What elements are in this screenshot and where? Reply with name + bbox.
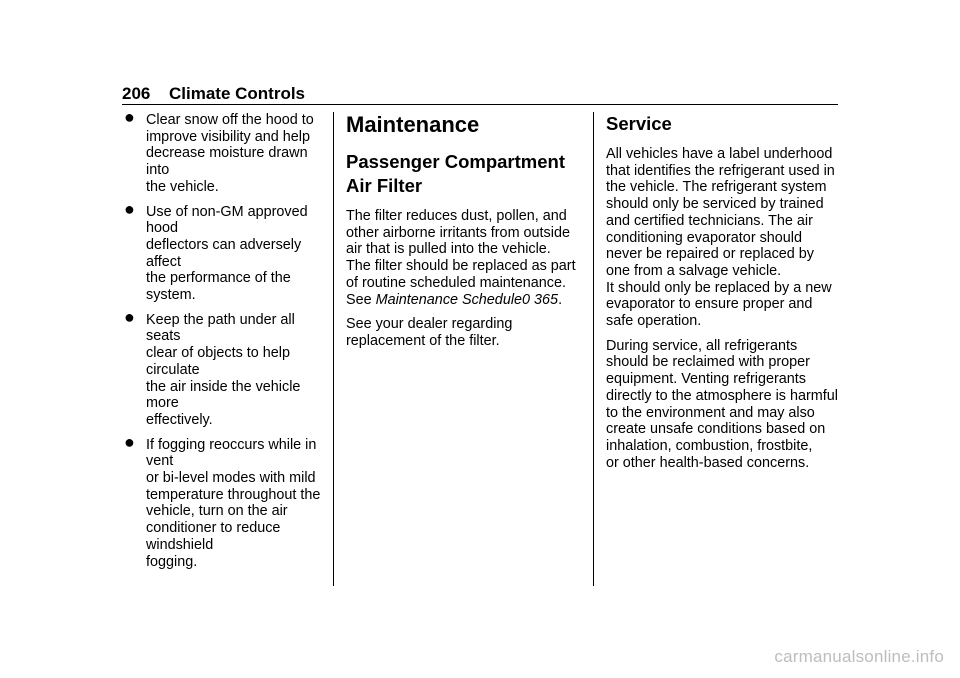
paragraph-line: conditioning evaporator should xyxy=(606,229,803,246)
column-divider-1 xyxy=(333,112,334,586)
see-text: See xyxy=(346,291,376,308)
paragraph-line: that identifies the refrigerant used in xyxy=(606,162,835,179)
bullet-line: deflectors can adversely affect xyxy=(146,236,302,270)
service-heading: Service xyxy=(606,113,672,134)
bullet-line: fogging. xyxy=(146,553,198,570)
paragraph-line: directly to the atmosphere is harmful xyxy=(606,387,838,404)
period: . xyxy=(558,291,563,308)
page-ref-number: 365 xyxy=(534,291,559,308)
paragraph-line: inhalation, combustion, frostbite, xyxy=(606,437,813,454)
bullet-icon: ● xyxy=(124,431,135,452)
bullet-line: Keep the path under all seats xyxy=(146,311,295,345)
paragraph-line: one from a salvage vehicle. xyxy=(606,262,782,279)
bullet-item xyxy=(122,431,322,571)
column-divider-2 xyxy=(593,112,594,586)
maintenance-heading: Maintenance xyxy=(346,112,480,137)
bullet-icon: ● xyxy=(124,107,135,127)
paragraph-line: the vehicle. The refrigerant system xyxy=(606,179,827,196)
column-bullets xyxy=(122,107,322,578)
bullet-line: the air inside the vehicle more xyxy=(146,378,301,412)
bullet-icon: ● xyxy=(124,306,135,327)
paragraph-line: and certified technicians. The air xyxy=(606,212,813,229)
paragraph-line xyxy=(346,292,582,309)
bullet-line: If fogging reoccurs while in vent xyxy=(146,436,317,470)
bullet-line: the vehicle. xyxy=(146,178,219,195)
air-filter-paragraph xyxy=(346,208,582,308)
service-paragraph-1 xyxy=(606,146,842,330)
bullet-item xyxy=(122,107,322,196)
bullet-line: effectively. xyxy=(146,411,213,428)
bullet-item xyxy=(122,198,322,304)
bullet-line: clear of objects to help circulate xyxy=(146,345,290,378)
paragraph-line: During service, all refrigerants xyxy=(606,337,798,354)
paragraph-line: of routine scheduled maintenance. xyxy=(346,274,567,291)
dealer-paragraph xyxy=(346,316,582,349)
paragraph-line: to the environment and may also xyxy=(606,404,815,421)
paragraph-line: should only be serviced by trained xyxy=(606,196,824,213)
column-maintenance xyxy=(346,112,582,358)
page-header xyxy=(122,82,838,105)
section-title: Climate Controls xyxy=(169,84,306,103)
paragraph-line: safe operation. xyxy=(606,313,702,330)
bullet-line: Use of non-GM approved hood xyxy=(146,203,308,237)
bullet-line: temperature throughout the xyxy=(146,486,321,503)
paragraph-line: equipment. Venting refrigerants xyxy=(606,371,806,388)
bullet-line: improve visibility and help xyxy=(146,128,310,145)
paragraph-line: replacement of the filter. xyxy=(346,332,500,349)
bullet-icon: ● xyxy=(124,198,135,219)
paragraph-line: The filter reduces dust, pollen, and xyxy=(346,208,567,224)
paragraph-line: evaporator to ensure proper and xyxy=(606,296,813,313)
paragraph-line: never be repaired or replaced by xyxy=(606,246,814,263)
service-paragraph-2 xyxy=(606,338,842,472)
paragraph-line: should be reclaimed with proper xyxy=(606,354,810,371)
watermark: carmanualsonline.info xyxy=(774,647,944,666)
paragraph-line: It should only be replaced by a new xyxy=(606,279,832,296)
bullet-item xyxy=(122,306,322,429)
paragraph-line: All vehicles have a label underhood xyxy=(606,146,833,162)
air-filter-heading: Passenger Compartment Air Filter xyxy=(346,151,565,196)
bullet-line: decrease moisture drawn into xyxy=(146,145,308,179)
bullet-line: vehicle, turn on the air xyxy=(146,503,288,520)
page-number: 206 xyxy=(122,84,151,103)
paragraph-line: create unsafe conditions based on xyxy=(606,421,826,438)
paragraph-line: or other health-based concerns. xyxy=(606,454,810,471)
paragraph-line: other airborne irritants from outside xyxy=(346,224,570,241)
bullet-line: conditioner to reduce windshield xyxy=(146,520,281,553)
bullet-line: Clear snow off the hood to xyxy=(146,112,314,128)
paragraph-line: See your dealer regarding xyxy=(346,316,513,333)
paragraph-line: air that is pulled into the vehicle. xyxy=(346,241,551,258)
page-ref-icon: 0 xyxy=(522,291,531,308)
paragraph-line: The filter should be replaced as part xyxy=(346,258,576,275)
column-service xyxy=(606,112,842,479)
bullet-line: or bi-level modes with mild xyxy=(146,470,316,487)
maintenance-schedule-link[interactable]: Maintenance Schedule xyxy=(375,291,523,308)
bullet-line: the performance of the system. xyxy=(146,270,291,304)
